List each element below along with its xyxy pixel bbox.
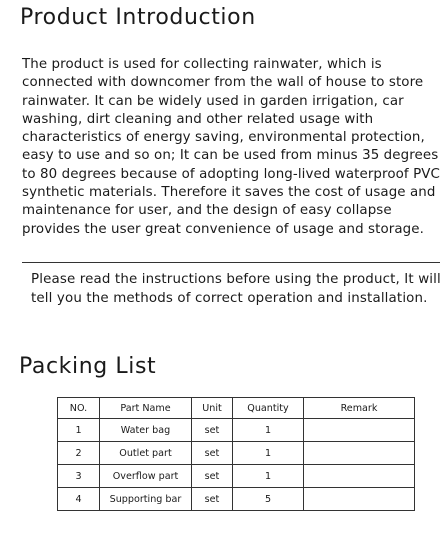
header-unit: Unit <box>192 398 233 419</box>
cell-quantity: 1 <box>233 419 304 442</box>
cell-remark <box>304 442 415 465</box>
table-row <box>58 419 415 442</box>
cell-remark <box>304 419 415 442</box>
header-remark: Remark <box>304 398 415 419</box>
header-quantity: Quantity <box>233 398 304 419</box>
cell-no: 3 <box>58 465 100 488</box>
cell-remark <box>304 488 415 511</box>
cell-unit: set <box>192 419 233 442</box>
cell-remark <box>304 465 415 488</box>
cell-no: 4 <box>58 488 100 511</box>
section-divider <box>22 262 440 263</box>
product-introduction-title: Product Introduction <box>20 5 256 30</box>
cell-unit: set <box>192 488 233 511</box>
cell-no: 1 <box>58 419 100 442</box>
packing-list-table <box>57 397 415 511</box>
cell-quantity: 1 <box>233 442 304 465</box>
cell-unit: set <box>192 465 233 488</box>
header-part-name: Part Name <box>100 398 192 419</box>
cell-unit: set <box>192 442 233 465</box>
cell-no: 2 <box>58 442 100 465</box>
cell-quantity: 5 <box>233 488 304 511</box>
packing-list-title: Packing List <box>19 354 157 379</box>
cell-part-name: Overflow part <box>100 465 192 488</box>
product-description: The product is used for collecting rainwater, which is connected with downcomer from the wall of house to store rainwater. It can be widely used in garden irrigation, car washing, dirt cleaning and other related usage with characteristics of energy saving, environmental protection, easy to use and so on; It can be used from minus 35 degrees to 80 degrees because of adopting long-lived waterproof PVC synthetic materials. Therefore it saves the cost of usage and maintenance for user, and the design of easy collapse provides the user great convenience of usage and storage. <box>22 57 440 237</box>
cell-part-name: Supporting bar <box>100 488 192 511</box>
table-row <box>58 488 415 511</box>
cell-quantity: 1 <box>233 465 304 488</box>
table-header-row <box>58 398 415 419</box>
header-no: NO. <box>58 398 100 419</box>
table-row <box>58 442 415 465</box>
cell-part-name: Outlet part <box>100 442 192 465</box>
instructions-note: Please read the instructions before using the product, It will tell you the methods of correct operation and installation. <box>31 272 441 306</box>
cell-part-name: Water bag <box>100 419 192 442</box>
table-row <box>58 465 415 488</box>
